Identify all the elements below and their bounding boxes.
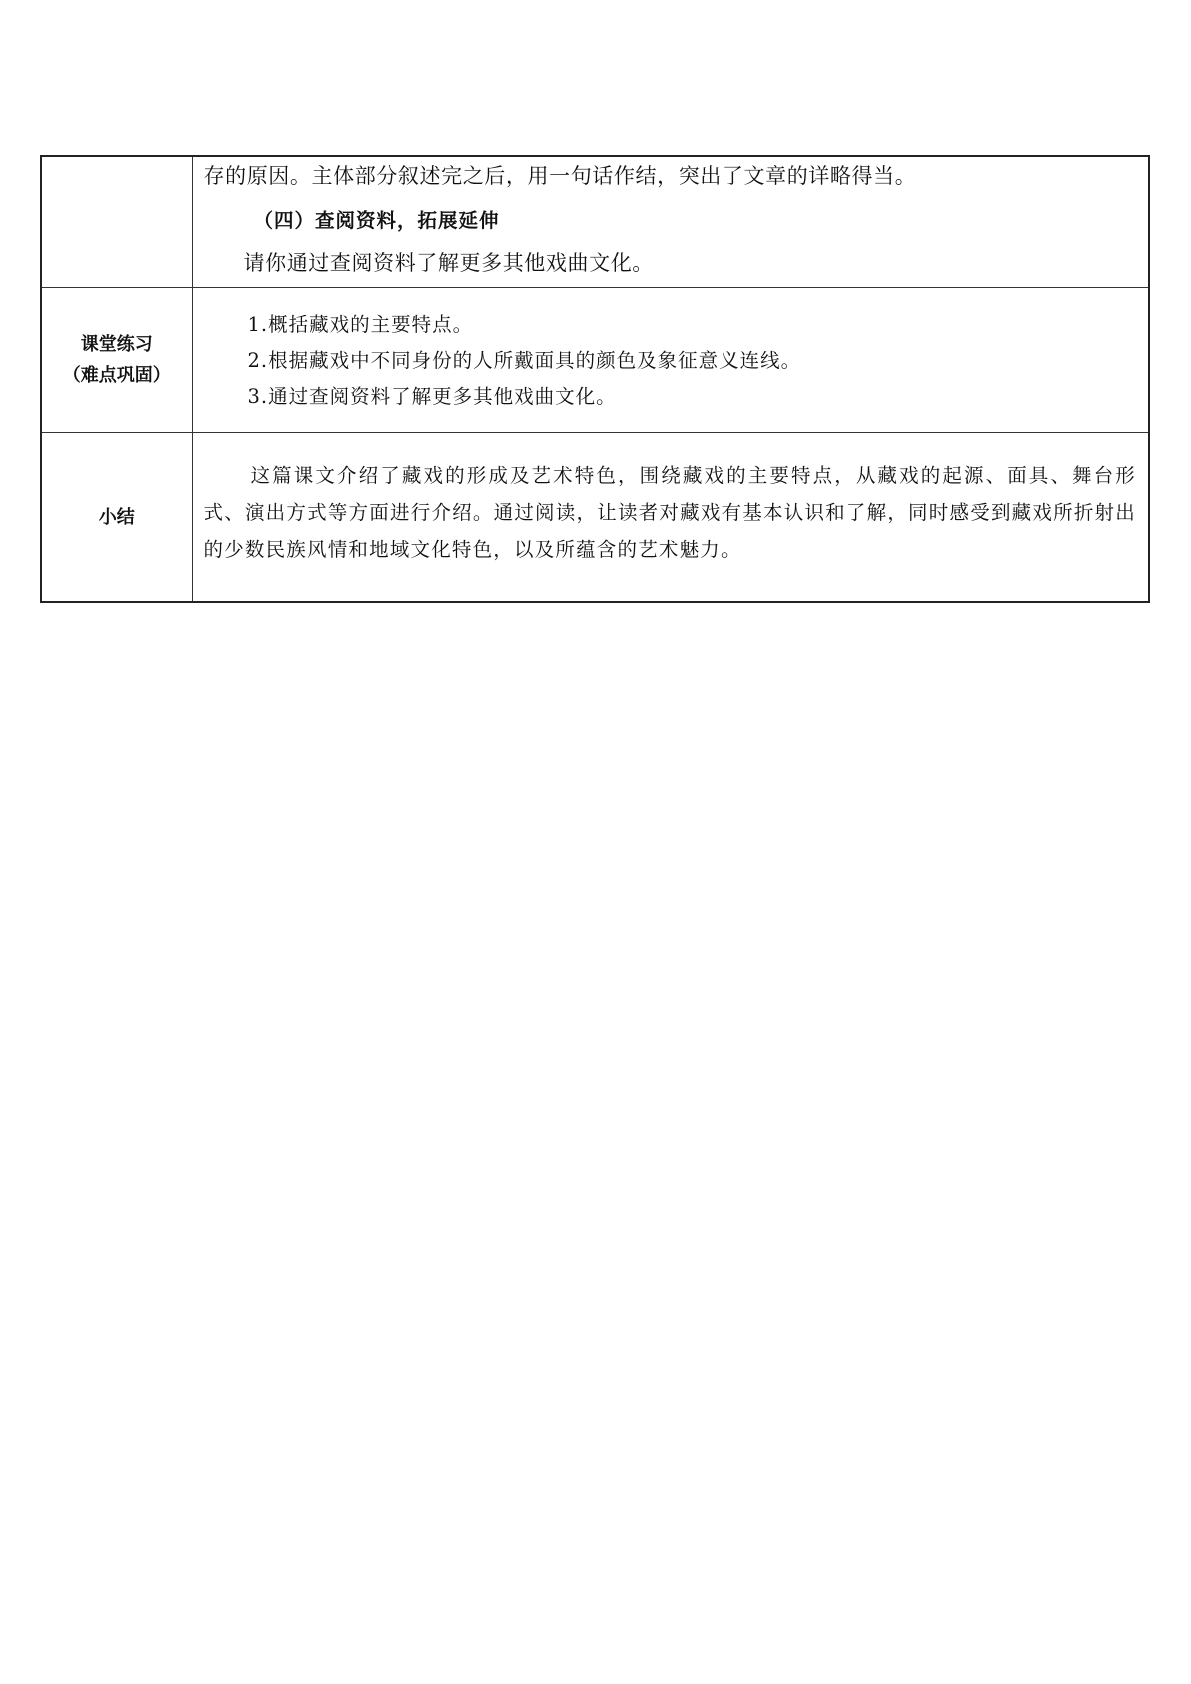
row-label-empty <box>41 156 192 288</box>
row-label-exercise <box>41 288 192 433</box>
exercise-item: 1.概括藏戏的主要特点。 <box>247 313 474 336</box>
row-label-summary: 小结 <box>41 433 192 603</box>
section-instruction: 请你通过查阅资料了解更多其他戏曲文化。 <box>243 251 654 275</box>
exercise-item: 3.通过查阅资料了解更多其他戏曲文化。 <box>247 385 617 408</box>
summary-paragraph: 这篇课文介绍了藏戏的形成及艺术特色，围绕藏戏的主要特点，从藏戏的起源、面具、舞台形式、演出方式等方面进行介绍。通过阅读，让读者对藏戏有基本认识和了解，同时感受到藏戏所折射出的少数民族风情和地域文化特色，以及所蕴含的艺术魅力。 <box>203 464 1136 561</box>
table-row-summary <box>41 433 1149 603</box>
section-heading: （四）查阅资料，拓展延伸 <box>253 209 500 232</box>
exercise-label-subtitle: （难点巩固） <box>62 365 171 386</box>
summary-content-cell <box>192 433 1149 603</box>
table-row-activity <box>41 156 1149 288</box>
lesson-plan-table <box>40 155 1150 603</box>
table-row-exercise <box>41 288 1149 433</box>
exercise-content-cell <box>192 288 1149 433</box>
activity-content-cell <box>192 156 1149 288</box>
exercise-item: 2.根据藏戏中不同身份的人所戴面具的颜色及象征意义连线。 <box>247 349 802 372</box>
exercise-label-title: 课堂练习 <box>80 334 153 355</box>
continued-paragraph: 存的原因。主体部分叙述完之后，用一句话作结，突出了文章的详略得当。 <box>203 164 917 188</box>
